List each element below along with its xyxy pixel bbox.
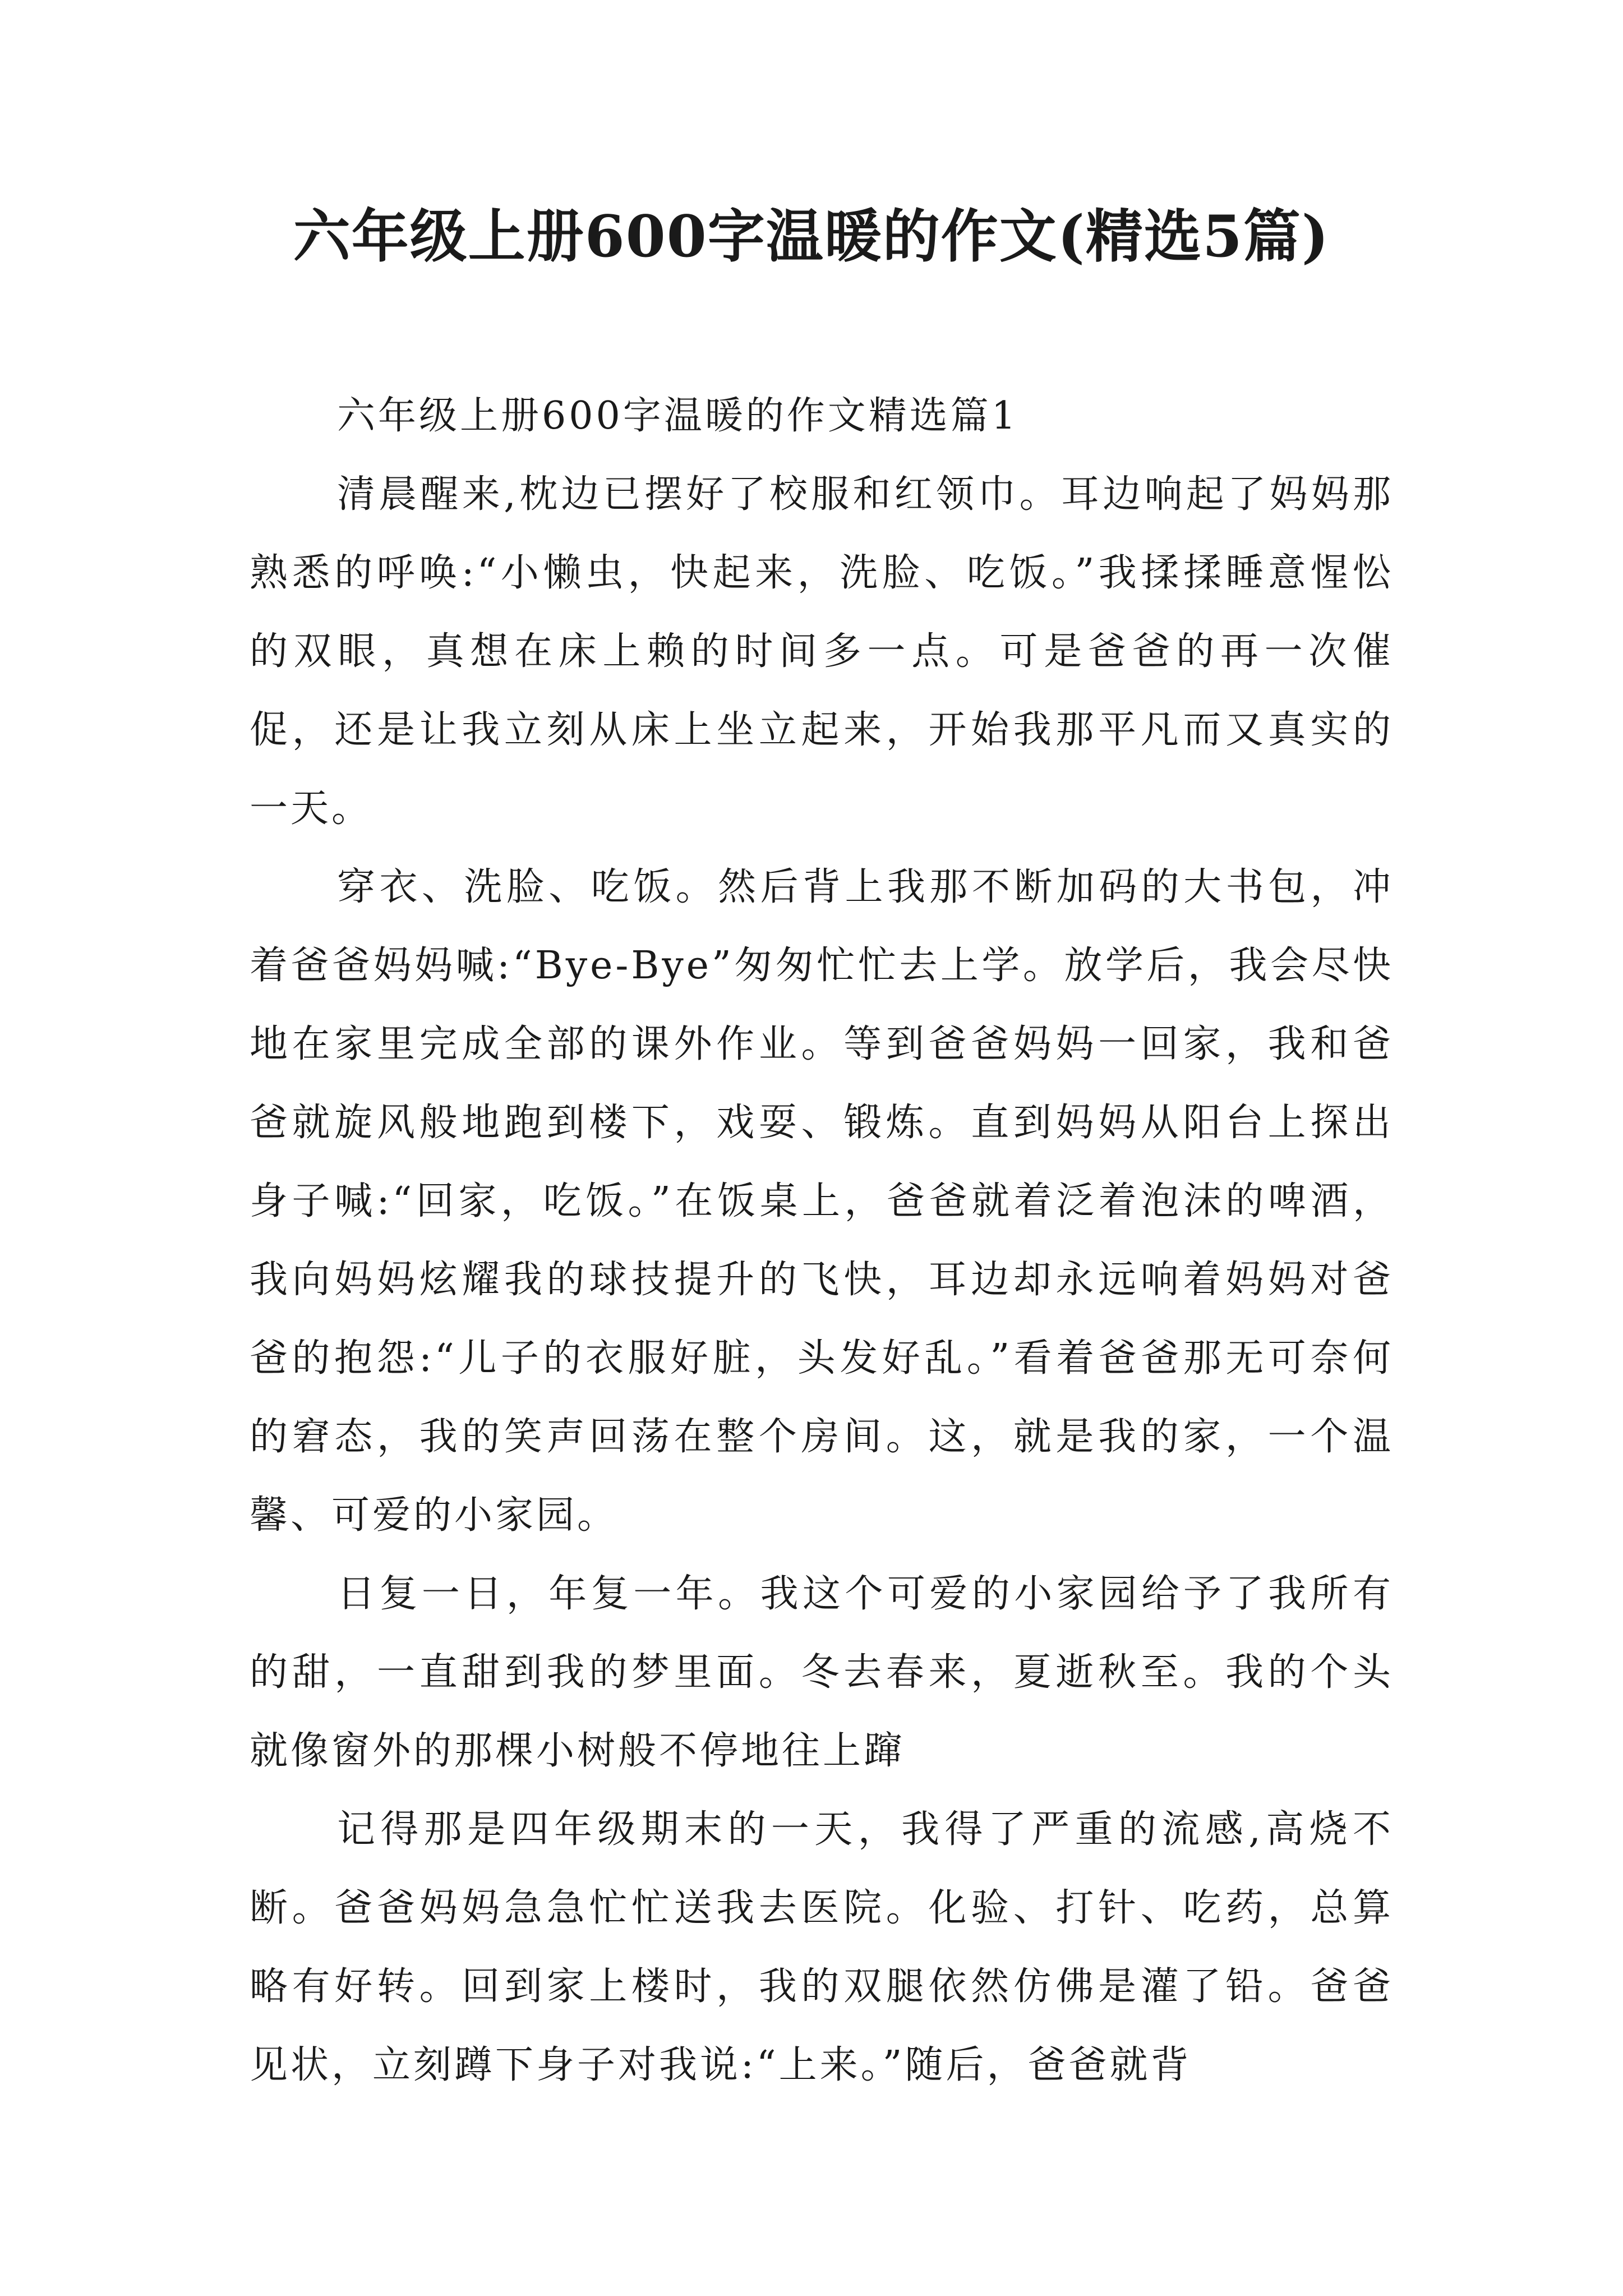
paragraph-3: 日复一日，年复一年。我这个可爱的小家园给予了我所有的甜，一直甜到我的梦里面。冬去春来，夏逝秋至。我的个头就像窗外的那棵小树般不停地往上蹿	[250, 1572, 1394, 1773]
document-body	[250, 377, 1394, 2105]
section-heading: 六年级上册600字温暖的作文精选篇1	[337, 394, 1019, 438]
document-title: 六年级上册600字温暖的作文(精选5篇)	[293, 203, 1330, 270]
paragraph-4: 记得那是四年级期末的一天，我得了严重的流感,高烧不断。爸爸妈妈急急忙忙送我去医院。化验、打针、吃药，总算略有好转。回到家上楼时，我的双腿依然仿佛是灌了铅。爸爸见状，立刻蹲下身子对我说:“上来。”随后，爸爸就背	[250, 1807, 1394, 2087]
paragraph-1: 清晨醒来,枕边已摆好了校服和红领巾。耳边响起了妈妈那熟悉的呼唤:“小懒虫，快起来，洗脸、吃饭。”我揉揉睡意惺忪的双眼，真想在床上赖的时间多一点。可是爸爸的再一次催促，还是让我立刻从床上坐立起来，开始我那平凡而又真实的一天。	[250, 472, 1394, 831]
paragraph-2: 穿衣、洗脸、吃饭。然后背上我那不断加码的大书包，冲着爸爸妈妈喊:“Bye-Bye”匆匆忙忙去上学。放学后，我会尽快地在家里完成全部的课外作业。等到爸爸妈妈一回家，我和爸爸就旋风般地跑到楼下，戏耍、锻炼。直到妈妈从阳台上探出身子喊:“回家，吃饭。”在饭桌上，爸爸就着泛着泡沫的啤酒，我向妈妈炫耀我的球技提升的飞快，耳边却永远响着妈妈对爸爸的抱怨:“儿子的衣服好脏，头发好乱。”看着爸爸那无可奈何的窘态，我的笑声回荡在整个房间。这，就是我的家，一个温馨、可爱的小家园。	[250, 865, 1394, 1538]
